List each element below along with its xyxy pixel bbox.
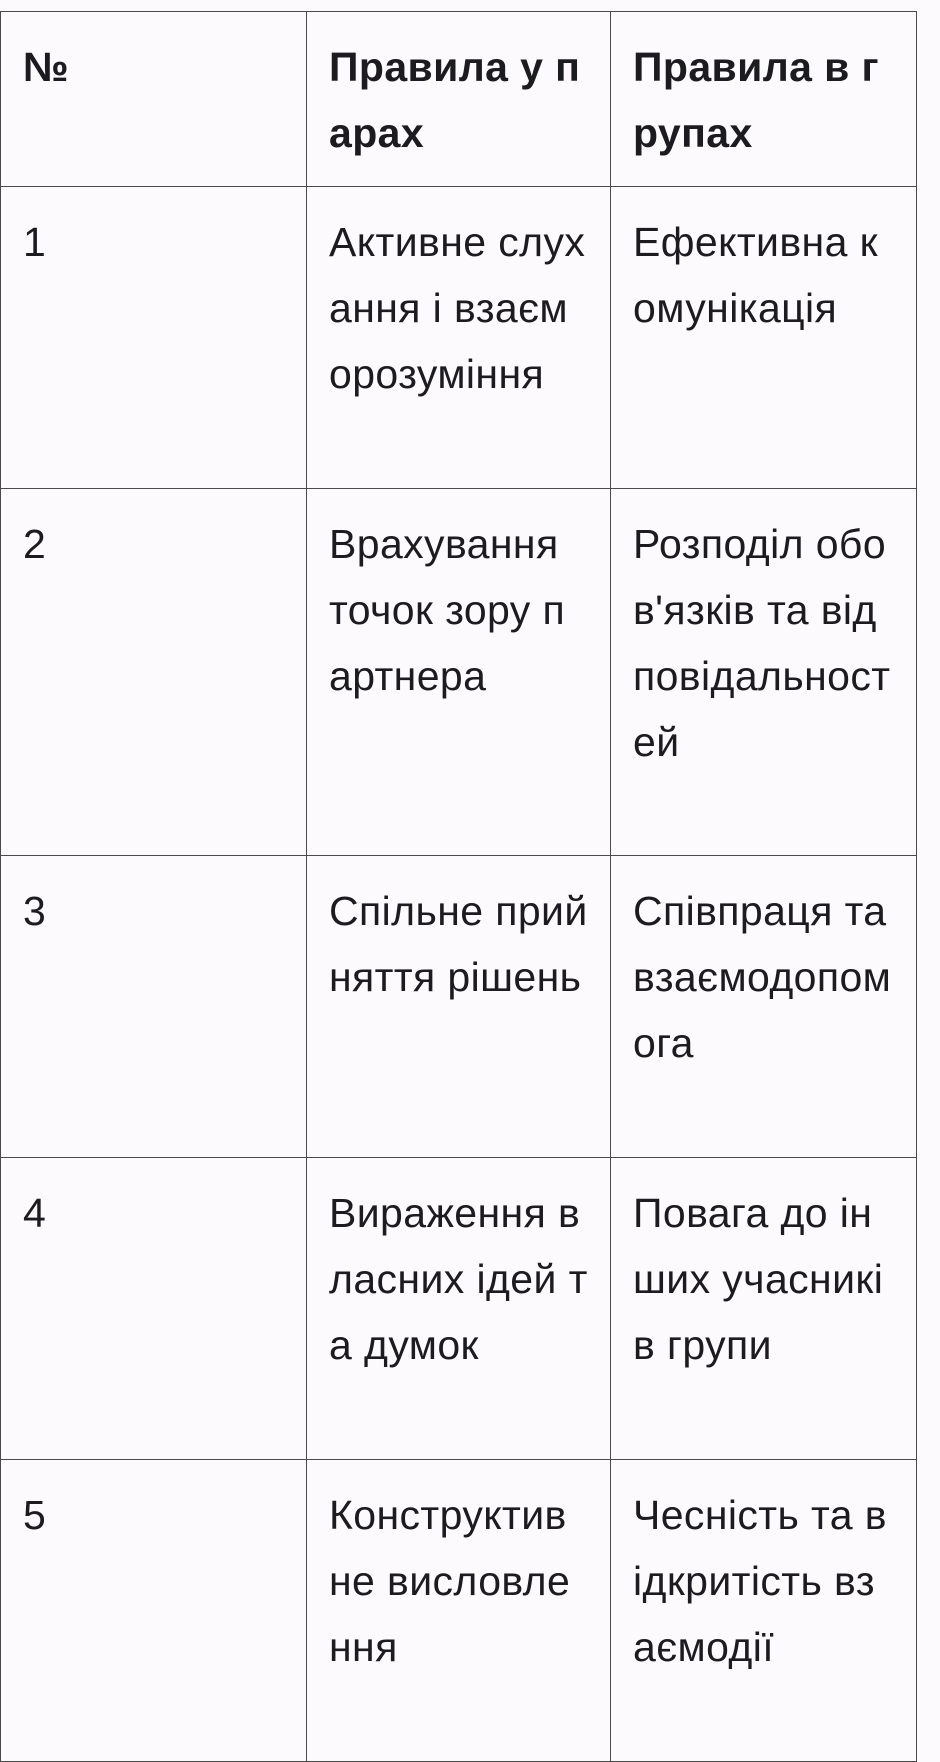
table-row — [1, 856, 917, 1158]
pairs-rule: Активне слухання і взаєморозуміння — [307, 187, 611, 489]
row-number: 3 — [1, 856, 307, 1158]
row-number: 1 — [1, 187, 307, 489]
rules-table — [0, 11, 917, 1762]
table-header-row — [1, 12, 917, 187]
table-row — [1, 1158, 917, 1460]
table-row — [1, 489, 917, 856]
header-groups-rules: Правила в групах — [611, 12, 917, 187]
pairs-rule: Конструктивне висловлення — [307, 1460, 611, 1762]
table-row — [1, 1460, 917, 1762]
header-number: № — [1, 12, 307, 187]
pairs-rule: Вираження власних ідей та думок — [307, 1158, 611, 1460]
pairs-rule: Врахування точок зору партнера — [307, 489, 611, 856]
groups-rule: Співпраця та взаємодопомога — [611, 856, 917, 1158]
groups-rule: Розподіл обов'язків та відповідальностей — [611, 489, 917, 856]
row-number: 2 — [1, 489, 307, 856]
groups-rule: Повага до інших учасників групи — [611, 1158, 917, 1460]
groups-rule: Ефективна комунікація — [611, 187, 917, 489]
header-pairs-rules: Правила у парах — [307, 12, 611, 187]
row-number: 5 — [1, 1460, 307, 1762]
groups-rule: Чесність та відкритість взаємодії — [611, 1460, 917, 1762]
table-row — [1, 187, 917, 489]
pairs-rule: Спільне прийняття рішень — [307, 856, 611, 1158]
row-number: 4 — [1, 1158, 307, 1460]
